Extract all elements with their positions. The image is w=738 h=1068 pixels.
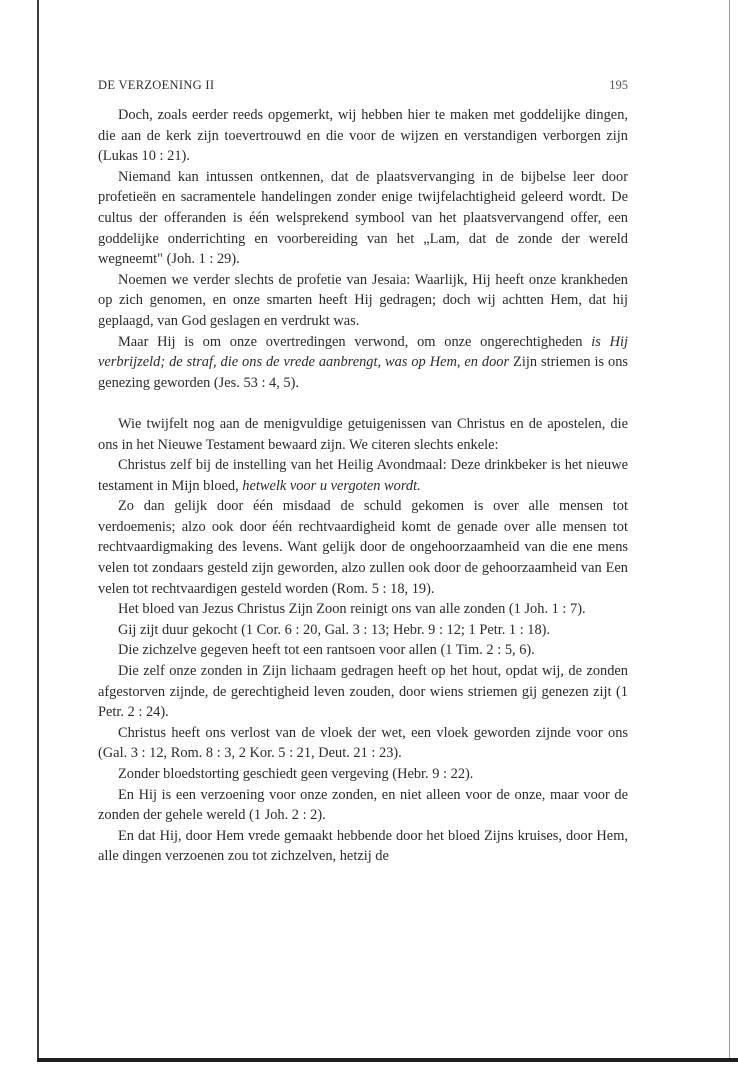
scan-border-right	[729, 0, 730, 1058]
text-run: Die zichzelve gegeven heeft tot een rantsoen voor allen (1 Tim. 2 : 5, 6).	[118, 642, 535, 659]
text-run: Zijn striemen is ons genezing geworden (Jes. 53 : 4, 5).	[98, 354, 628, 391]
text-run: Het bloed van Jezus Christus Zijn Zoon reinigt ons van alle zonden (1 Joh. 1 : 7).	[118, 601, 586, 618]
paragraph	[98, 270, 628, 332]
text-run: Niemand kan intussen ontkennen, dat de plaatsvervanging in de bijbelse leer door profetieën en sacramentele handelingen zonder enige twijfelachtigheid geleerd wordt. De cultus der offeranden is één welsprekend symbool van het plaatsvervangend offer, een goddelijke onderrichting en voorbereiding van het „Lam, dat de zonde der wereld wegneemt" (Joh. 1 : 29).	[98, 168, 628, 268]
text-run: Zo dan gelijk door één misdaad de schuld gekomen is over alle mensen tot verdoemenis; alzo ook door één rechtvaardigheid komt de genade over alle mensen tot rechtvaardigmaking des levens. Want gelijk door de ongehoorzaamheid van die ene mens velen tot zondaars gesteld zijn geworden, alzo zullen ook door de gehoorzaamheid van Een velen tot rechtvaardigen gesteld worden (Rom. 5 : 18, 19).	[98, 498, 628, 597]
running-head	[98, 78, 628, 94]
paragraph	[98, 661, 628, 723]
text-run: En Hij is een verzoening voor onze zonden, en niet alleen voor de onze, maar voor de zonden der gehele wereld (1 Joh. 2 : 2).	[98, 786, 628, 824]
chapter-title: DE VERZOENING II	[98, 78, 215, 92]
paragraph	[98, 105, 628, 167]
text-run: Christus zelf bij de instelling van het Heilig Avondmaal: Deze drinkbeker is het nieuwe testament in Mijn bloed,	[98, 457, 628, 494]
text-run: Gij zijt duur gekocht (1 Cor. 6 : 20, Gal. 3 : 13; Hebr. 9 : 12; 1 Petr. 1 : 18).	[118, 621, 551, 638]
text-run: Zonder bloedstorting geschiedt geen vergeving (Hebr. 9 : 22).	[118, 766, 474, 782]
paragraph	[98, 414, 628, 455]
paragraph	[98, 826, 628, 867]
paragraph	[98, 764, 628, 785]
paragraph	[98, 640, 628, 661]
text-run: Christus heeft ons verlost van de vloek der wet, een vloek geworden zijnde voor ons (Gal. 3 : 12, Rom. 8 : 3, 2 Kor. 5 : 21, Deut. 21 : 23).	[98, 724, 628, 762]
scan-border-bottom	[37, 1058, 738, 1062]
text-run: Wie twijfelt nog aan de menigvuldige getuigenissen van Christus en de apostelen, die ons in het Nieuwe Testament bewaard zijn. We citeren slechts enkele:	[98, 415, 628, 453]
paragraph	[98, 332, 628, 394]
text-run: Maar Hij is om onze overtredingen verwond, om onze ongerechtigheden	[118, 333, 592, 350]
text-run: En dat Hij, door Hem vrede gemaakt hebbende door het bloed Zijns kruises, door Hem, alle dingen verzoenen zou tot zichzelven, hetzij de	[98, 827, 628, 865]
body-text	[98, 105, 628, 867]
italic-run: is Hij verbrijzeld; de straf, die ons de vrede aanbrengt, was op Hem, en door	[98, 333, 628, 371]
page-number: 195	[609, 78, 628, 92]
paragraph	[98, 620, 628, 641]
scan-border-left	[37, 0, 39, 1058]
paragraph	[98, 496, 628, 599]
text-run: Doch, zoals eerder reeds opgemerkt, wij hebben hier te maken met goddelijke dingen, die aan de kerk zijn toevertrouwd en die voor de wijzen en verstandigen verborgen zijn (Lukas 10 : 21).	[98, 107, 628, 165]
text-run: Die zelf onze zonden in Zijn lichaam gedragen heeft op het hout, opdat wij, de zonden afgestorven zijnde, de gerechtigheid leven zouden, door wiens striemen gij genezen zijt (1 Petr. 2 : 24).	[98, 663, 628, 721]
paragraph	[98, 455, 628, 496]
paragraph	[98, 785, 628, 826]
italic-run: hetwelk voor u vergoten wordt.	[242, 477, 421, 494]
paragraph	[98, 723, 628, 764]
paragraph	[98, 167, 628, 270]
paragraph	[98, 599, 628, 620]
text-run: Noemen we verder slechts de profetie van Jesaia: Waarlijk, Hij heeft onze krankheden op zich genomen, en onze smarten heeft Hij gedragen; doch wij achtten Hem, dat hij geplaagd, van God geslagen en verdrukt was.	[98, 271, 628, 329]
